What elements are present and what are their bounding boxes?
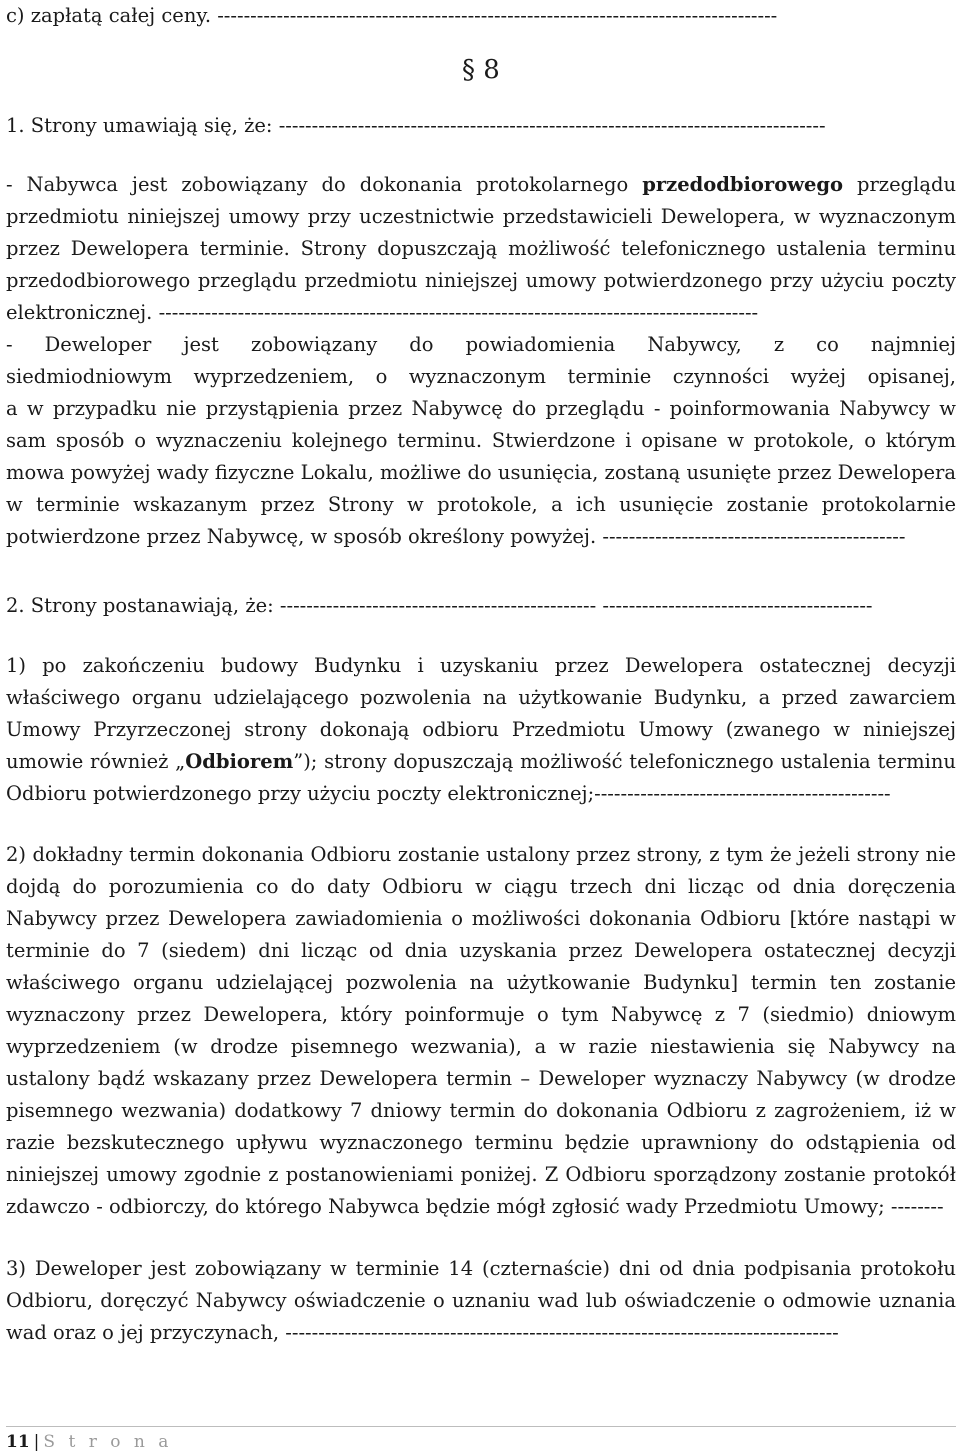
footer-separator: | (33, 1432, 40, 1452)
bold-term: Odbiorem (185, 750, 294, 773)
text-line: sam sposób o wyznaczeniu kolejnego terminu. Stwierdzone i opisane w protokole, o którym (6, 429, 956, 452)
text-line: 2. Strony postanawiają, że: ------------------------------------------------ ----------------------------------------- (6, 594, 873, 617)
section-heading: § 8 (462, 55, 500, 85)
text-line: pisemnego wezwania) dodatkowy 7 dniowy termin do dokonania Odbioru z zagrożeniem, iż w (6, 1099, 956, 1122)
text-line: przez Dewelopera terminie. Strony dopuszczają możliwość telefonicznego ustalenia terminu (6, 237, 956, 260)
text-line: wyprzedzeniem (w drodze pisemnego wezwania), a w razie niestawienia się Nabywcy na (6, 1035, 956, 1058)
text-segment: ”); strony dopuszczają możliwość telefonicznego ustalenia terminu (293, 750, 956, 773)
page-number: 11 (6, 1432, 30, 1452)
text-line: 2) dokładny termin dokonania Odbioru zostanie ustalony przez strony, z tym że jeżeli strony nie (6, 843, 956, 866)
text-line: 1. Strony umawiają się, że: ----------------------------------------------------------------------------------- (6, 114, 826, 137)
text-segment: umowie również „ (6, 750, 186, 773)
text-line: siedmiodniowym wyprzedzeniem, o wyznaczonym terminie czynności wyżej opisanej, (6, 365, 956, 388)
text-line: w terminie wskazanym przez Strony w protokole, a ich usunięcie zostanie protokolarnie (6, 493, 956, 516)
text-line: przedmiotu niniejszej umowy przy uczestnictwie przedstawicieli Dewelopera, w wyznaczonym (6, 205, 956, 228)
text-line: Umowy Przyrzeczonej strony dokonają odbioru Przedmiotu Umowy (zwanego w niniejszej (6, 718, 956, 741)
text-line: mowa powyżej wady fizyczne Lokalu, możliwe do usunięcia, zostaną usunięte przez Dewelopera (6, 461, 956, 484)
text-line (6, 750, 956, 774)
text-line: elektronicznej. ------------------------------------------------------------------------------------------- (6, 301, 759, 324)
text-line: wad oraz o jej przyczynach, ------------------------------------------------------------------------------------ (6, 1321, 839, 1344)
text-line: zdawczo - odbiorczy, do którego Nabywca będzie mógł zgłosić wady Przedmiotu Umowy; -------- (6, 1195, 944, 1218)
text-line: terminie do 7 (siedem) dni licząc od dnia uzyskania przez Dewelopera ostatecznej decyzji (6, 939, 956, 962)
text-line: dojdą do porozumienia co do daty Odbioru w ciągu trzech dni licząc od dnia doręczenia (6, 875, 956, 898)
text-line: 3) Deweloper jest zobowiązany w terminie 14 (czternaście) dni od dnia podpisania protokołu (6, 1257, 956, 1280)
text-line: - Deweloper jest zobowiązany do powiadomienia Nabywcy, z co najmniej (6, 333, 956, 356)
text-line: właściwego organu udzielającej pozwolenia na użytkowanie Budynku] termin ten zostanie (6, 971, 956, 994)
text-line: 1) po zakończeniu budowy Budynku i uzyskaniu przez Dewelopera ostatecznej decyzji (6, 654, 956, 677)
text-line: c) zapłatą całej ceny. ------------------------------------------------------------------------------------- (6, 4, 778, 27)
text-line: wyznaczony przez Dewelopera, który poinformuje o tym Nabywcę z 7 (siedmio) dniowym (6, 1003, 956, 1026)
text-line: Odbioru, doręczyć Nabywcy oświadczenie o uznaniu wad lub oświadczenie o odmowie uznania (6, 1289, 956, 1312)
text-line: potwierdzone przez Nabywcę, w sposób określony powyżej. ---------------------------------------------- (6, 525, 906, 548)
text-line: niniejszej umowy zgodnie z postanowieniami poniżej. Z Odbioru sporządzony zostanie protokół (6, 1163, 956, 1186)
text-segment: - Nabywca jest zobowiązany do dokonania protokolarnego (6, 173, 643, 196)
text-line: ustalony bądź wskazany przez Dewelopera termin – Deweloper wyznaczy Nabywcy (w drodze (6, 1067, 956, 1090)
text-line: a w przypadku nie przystąpienia przez Nabywcę do przeglądu - poinformowania Nabywcy w (6, 397, 956, 420)
footer-divider (6, 1426, 956, 1427)
page-footer (6, 1432, 406, 1452)
bold-term: przedodbiorowego (642, 173, 844, 196)
text-line: właściwego organu udzielającego pozwolenia na użytkowanie Budynku, a przed zawarciem (6, 686, 956, 709)
text-line: razie bezskutecznego upływu wyznaczonego terminu będzie uprawniony do odstąpienia od (6, 1131, 956, 1154)
text-line (6, 173, 956, 197)
page-label: S t r o n a (43, 1432, 173, 1452)
text-segment: przeglądu (843, 173, 956, 196)
text-line: Nabywcy przez Dewelopera zawiadomienia o możliwości dokonania Odbioru [które nastąpi w (6, 907, 956, 930)
text-line: Odbioru potwierdzonego przy użyciu poczty elektronicznej;--------------------------------------------- (6, 782, 891, 805)
text-line: przedodbiorowego przeglądu przedmiotu niniejszej umowy potwierdzonego przy użyciu poczty (6, 269, 956, 292)
